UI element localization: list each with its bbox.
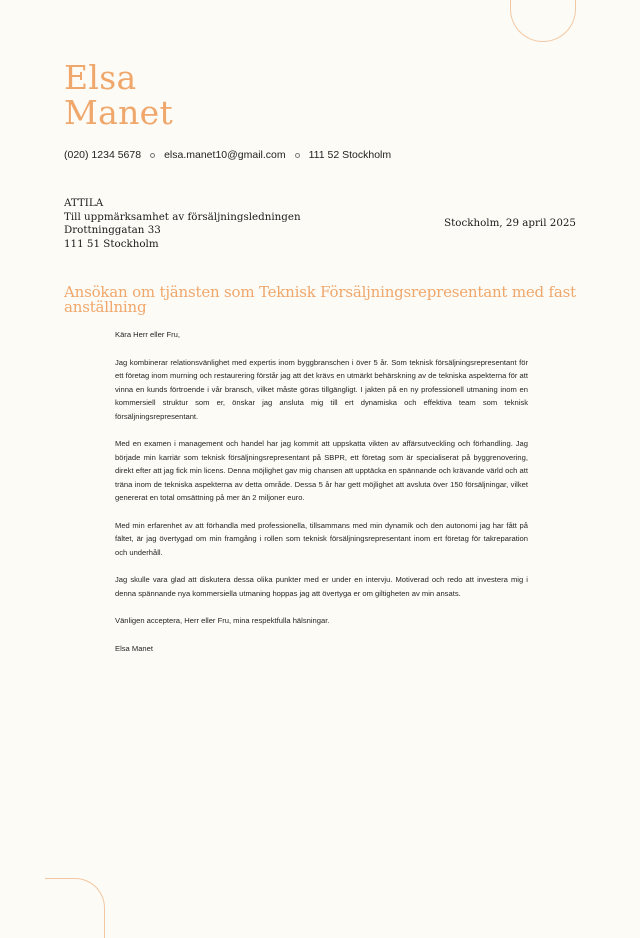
last-name: Manet (64, 93, 174, 132)
contact-line (64, 149, 391, 161)
signature: Elsa Manet (115, 643, 153, 653)
separator-dot-icon (150, 153, 155, 158)
email-address: elsa.manet10@gmail.com (164, 149, 286, 161)
postal-address: 111 52 Stockholm (308, 149, 392, 161)
letter-date: Stockholm, 29 april 2025 (444, 217, 576, 229)
recipient-block (64, 197, 301, 251)
closing: Vänligen acceptera, Herr eller Fru, mina respektfulla hälsningar. (115, 616, 330, 625)
phone-number: (020) 1234 5678 (64, 149, 142, 161)
recipient-city: 111 51 Stockholm (64, 237, 159, 250)
letter-subject: Ansökan om tjänsten som Teknisk Försäljningsrepresentant med fast anställning (64, 283, 576, 316)
separator-dot-icon (295, 153, 300, 158)
recipient-company: ATTILA (64, 197, 104, 209)
greeting: Kära Herr eller Fru, (115, 330, 180, 339)
decorative-arc-bottom (45, 878, 105, 938)
first-name: Elsa (64, 58, 137, 97)
recipient-attention: Till uppmärksamhet av försäljningsledningen (64, 210, 301, 223)
paragraph-3: Med min erfarenhet av att förhandla med professionella, tillsammans med min dynamik och den autonomi jag har fått på fältet, är jag övertygad om min framgång i rollen som teknisk försäljningsrepresentant inom ert företag för takreparation och underhåll. (115, 520, 528, 557)
paragraph-2: Med en examen i management och handel har jag kommit att uppskatta vikten av affärsutveckling och förhandling. Jag började min karriär som teknisk försäljningsrepresentant på SBPR, ett företag som är specialiserat på byggrenovering, direkt efter att jag fick min licens. Denna möjlighet gav mig chansen att upptäcka en spännande och krävande värld och att träna inom de tekniska aspekterna av detta område. Dessa 5 år har gett möjlighet att avsluta över 150 försäljningar, vilket genererat en total omsättning på mer än 2 miljoner euro. (115, 439, 528, 502)
letter-body (115, 328, 528, 655)
decorative-arc-top (510, 0, 576, 42)
paragraph-4: Jag skulle vara glad att diskutera dessa olika punkter med er under en intervju. Motiverad och redo att investera mig i denna spännande nya kommersiella utmaning hoppas jag att övertyga er om giltigheten av min ansats. (115, 575, 528, 598)
recipient-street: Drottninggatan 33 (64, 224, 161, 236)
paragraph-1: Jag kombinerar relationsvänlighet med expertis inom byggbranschen i över 5 år. Som teknisk försäljningsrepresentant för ett företag inom murning och restaurering förstår jag att det krävs en utmärkt behärskning av de tekniska aspekterna för att vinna en kunds förtroende i vår bransch, vilket måste göras tillgängligt. I jakten på en ny professionell utmaning inom en kommersiell struktur som er, önskar jag ansluta mig till ert dynamiska och effektiva team som teknisk försäljningsrepresentant. (115, 357, 528, 421)
applicant-name (64, 60, 173, 130)
